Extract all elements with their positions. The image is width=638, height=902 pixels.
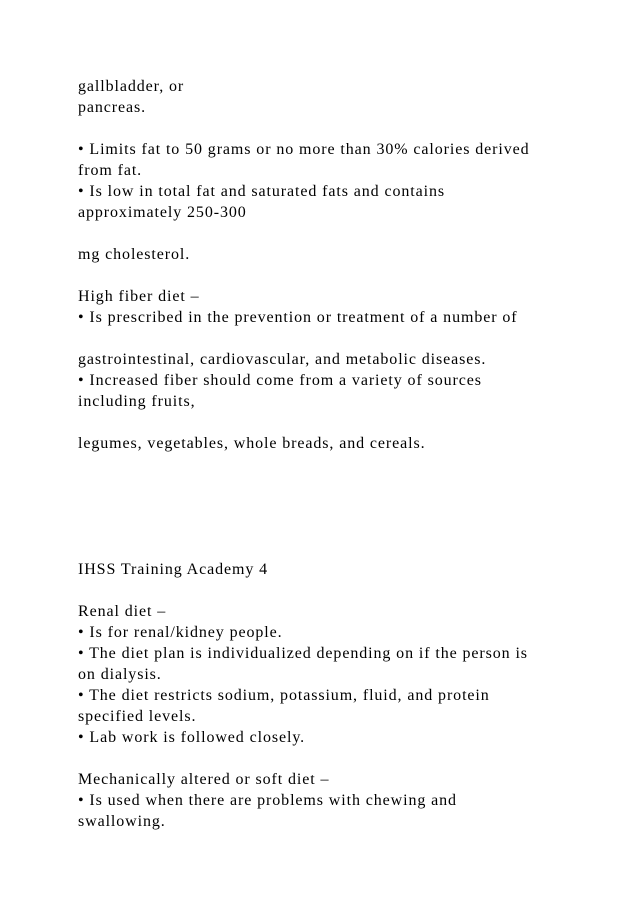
blank-line	[78, 265, 598, 286]
page-header: IHSS Training Academy 4	[78, 561, 269, 578]
blank-line	[78, 454, 598, 475]
bullet-line: • The diet restricts sodium, potassium, fluid, and protein	[78, 687, 490, 704]
text-line: gastrointestinal, cardiovascular, and metabolic diseases.	[78, 351, 487, 368]
bullet-line: • Is for renal/kidney people.	[78, 624, 283, 641]
bullet-line: • Increased fiber should come from a variety of sources	[78, 372, 482, 389]
blank-line	[78, 475, 598, 496]
text-line: on dialysis.	[78, 666, 162, 683]
blank-line	[78, 580, 598, 601]
text-line: including fruits,	[78, 393, 196, 410]
bullet-line: • Lab work is followed closely.	[78, 729, 306, 746]
bullet-line: • Is prescribed in the prevention or treatment of a number of	[78, 309, 518, 326]
text-line: approximately 250-300	[78, 204, 247, 221]
document-body	[78, 76, 598, 832]
text-line: mg cholesterol.	[78, 246, 191, 263]
bullet-line: • The diet plan is individualized depending on if the person is	[78, 645, 528, 662]
blank-line	[78, 223, 598, 244]
bullet-line: • Is low in total fat and saturated fats and contains	[78, 183, 445, 200]
blank-line	[78, 748, 598, 769]
text-line: gallbladder, or	[78, 78, 185, 95]
text-line: swallowing.	[78, 813, 166, 830]
text-line: specified levels.	[78, 708, 197, 725]
bullet-line: • Is used when there are problems with chewing and	[78, 792, 457, 809]
bullet-line: • Limits fat to 50 grams or no more than 30% calories derived	[78, 141, 530, 158]
blank-line	[78, 517, 598, 538]
section-heading: High fiber diet –	[78, 288, 200, 305]
text-line: from fat.	[78, 162, 143, 179]
blank-line	[78, 496, 598, 517]
text-line: pancreas.	[78, 99, 147, 116]
blank-line	[78, 328, 598, 349]
blank-line	[78, 538, 598, 559]
section-heading: Mechanically altered or soft diet –	[78, 771, 330, 788]
blank-line	[78, 118, 598, 139]
text-line: legumes, vegetables, whole breads, and cereals.	[78, 435, 426, 452]
section-heading: Renal diet –	[78, 603, 167, 620]
blank-line	[78, 412, 598, 433]
